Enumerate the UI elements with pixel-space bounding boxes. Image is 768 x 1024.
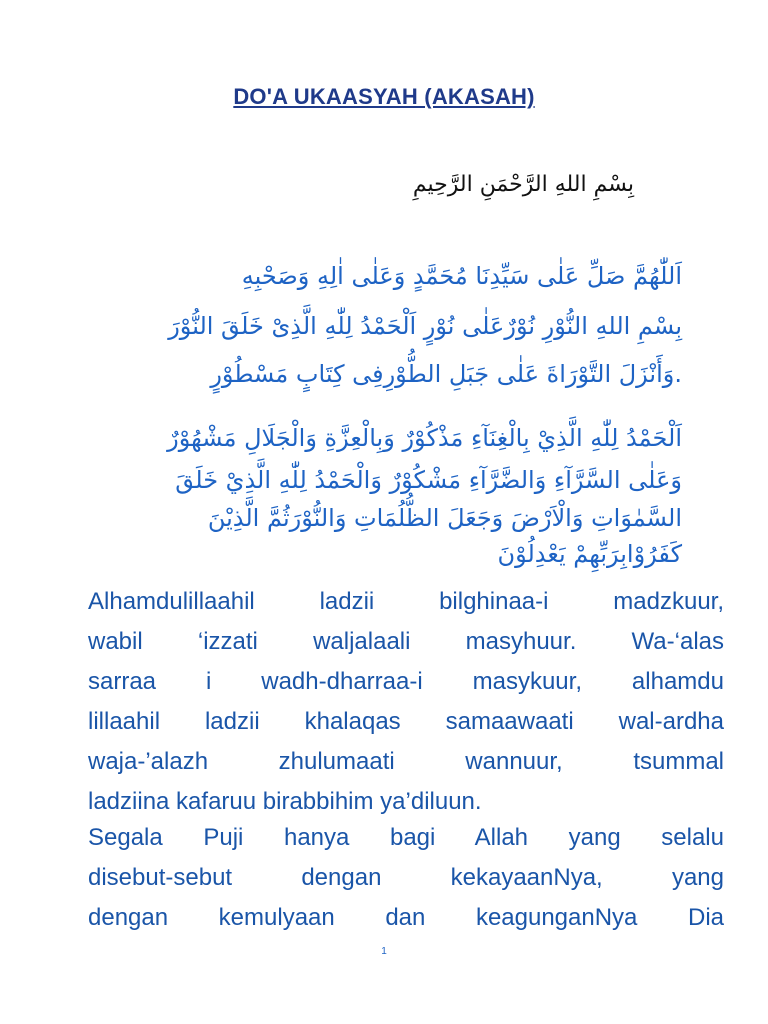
arabic-line: اَلْحَمْدُ لِلّٰهِ الَّذِيْ بِالْغِنَآءِ مَذْكُوْرٌ وَبِالْعِزَّةِ وَالْجَلَالِ مَشْهُوْرٌ [167, 424, 682, 452]
transliteration-paragraph [88, 582, 724, 822]
transliteration-line: lillaahil ladzii khalaqas samaawaati wal-ardha [88, 708, 724, 735]
arabic-line: كَفَرُوْابِرَبِّهِمْ يَعْدِلُوْنَ [497, 540, 682, 568]
transliteration-line: waja-’alazh zhulumaati wannuur, tsummal [88, 748, 724, 775]
transliteration-line: Alhamdulillaahil ladzii bilghinaa-i madzkuur, [88, 588, 724, 615]
document-title: DO'A UKAASYAH (AKASAH) [233, 84, 535, 109]
transliteration-line: ladziina kafaruu birabbihim ya’diluun. [88, 788, 482, 815]
arabic-line: اَللّٰهُمَّ صَلِّ عَلٰى سَيِّدِنَا مُحَمَّدٍ وَعَلٰى اٰلِهِ وَصَحْبِهِ [241, 262, 682, 290]
translation-line: disebut-sebut dengan kekayaanNya, yang [88, 864, 724, 891]
transliteration-line: sarraa i wadh-dharraa-i masykuur, alhamdu [88, 668, 724, 695]
arabic-line: .وَأَنْزَلَ التَّوْرَاةَ عَلٰى جَبَلِ الطُّوْرِفِى كِتَابٍ مَسْطُوْرٍ [210, 360, 682, 388]
arabic-line: بِسْمِ اللهِ النُّوْرِ نُوْرٌعَلٰى نُوْرٍ اَلْحَمْدُ لِلّٰهِ الَّذِىْ خَلَقَ النُّوْرَ [168, 312, 682, 340]
arabic-line: السَّمٰوَاتِ وَالْاَرْضَ وَجَعَلَ الظُّلُمَاتِ وَالنُّوْرَثُمَّ الَّذِيْنَ [207, 504, 682, 532]
page-number: 1 [381, 946, 387, 957]
translation-line: Segala Puji hanya bagi Allah yang selalu [88, 824, 724, 851]
transliteration-line: wabil ‘izzati waljalaali masyhuur. Wa-‘alas [88, 628, 724, 655]
translation-line: dengan kemulyaan dan keagunganNya Dia [88, 904, 724, 931]
basmalah: بِسْمِ اللهِ الرَّحْمَنِ الرَّحِيمِ [412, 172, 634, 197]
translation-paragraph [88, 818, 724, 938]
arabic-line: وَعَلٰى السَّرَّآءِ وَالضَّرَّآءِ مَشْكُوْرٌ وَالْحَمْدُ لِلّٰهِ الَّذِيْ خَلَقَ [175, 466, 682, 494]
